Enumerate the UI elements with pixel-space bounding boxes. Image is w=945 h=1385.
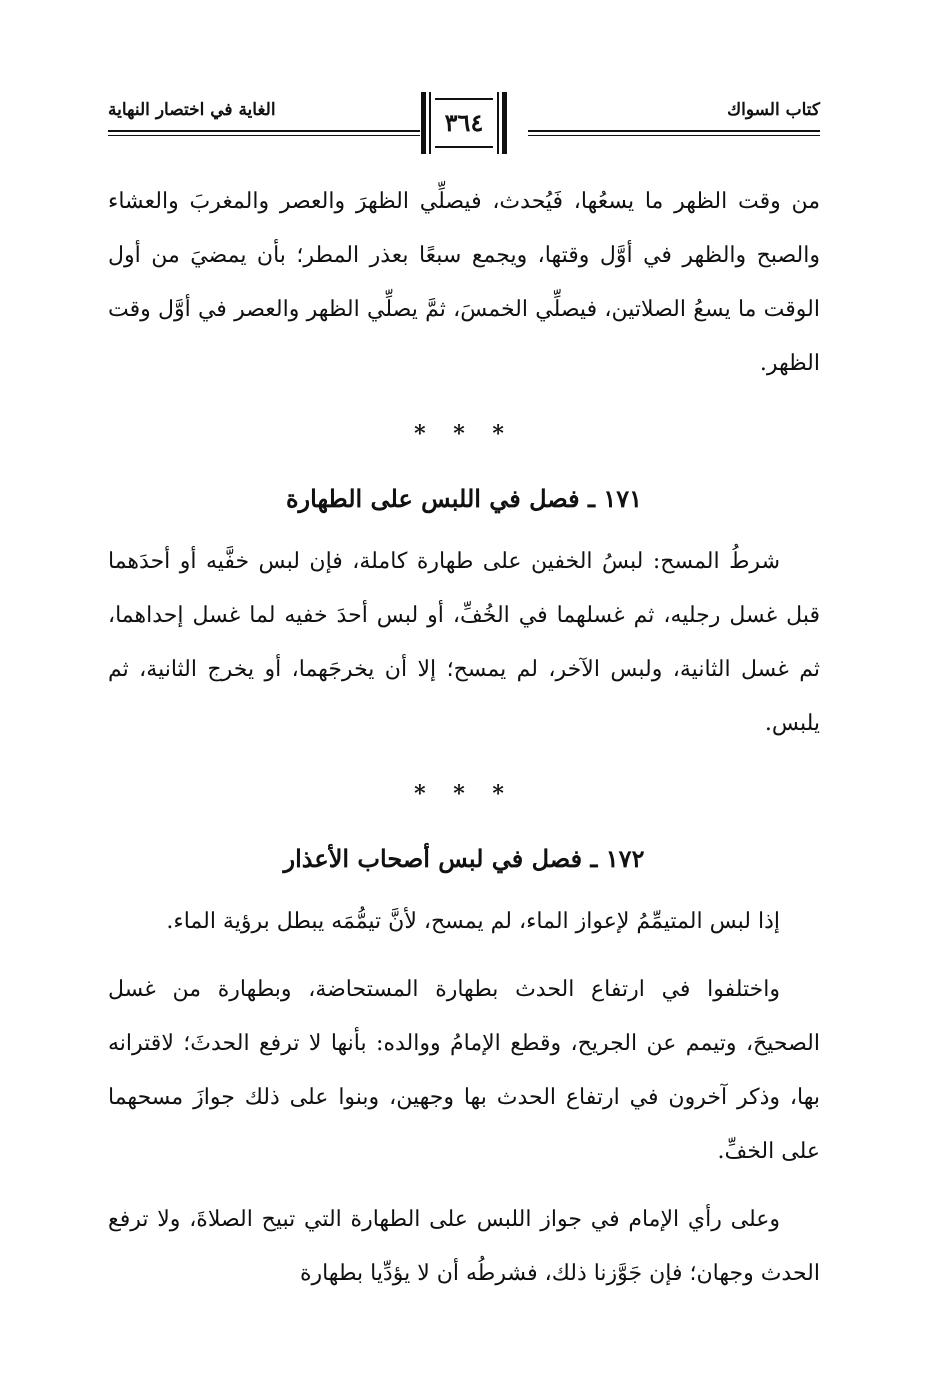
opening-paragraph: من وقت الظهر ما يسعُها، فَيُحدث، فيصلِّي الظهرَ والعصر والمغربَ والعشاء والصبح والظهر في أوَّل وقتها، ويجمع سبعًا بعذر المطر؛ بأن يمضيَ من أول الوقت ما يسعُ الصلاتين، فيصلِّي الخمسَ، ثمَّ يصلِّي الظهر والعصر في أوَّل وقت الظهر. <box>108 189 820 376</box>
frame-bar <box>497 92 499 154</box>
page-number-frame <box>421 92 507 154</box>
section-paragraph: إذا لبس المتيمِّمُ لإعواز الماء، لم يمسح، لأنَّ تيمُّمَه يبطل برؤية الماء. <box>166 909 780 934</box>
section-separator: * * * <box>414 421 514 447</box>
section-paragraph: وعلى رأي الإمام في جواز اللبس على الطهارة التي تبيح الصلاةَ، ولا ترفع الحدث وجهان؛ فإن جَوَّزنا ذلك، فشرطُه أن لا يؤدِّيا بطهارة <box>108 1207 820 1286</box>
section-title-172: ١٧٢ ـ فصل في لبس أصحاب الأعذار <box>283 844 645 873</box>
work-title: الغاية في اختصار النهاية <box>108 100 276 120</box>
frame-bar <box>429 92 431 154</box>
section-paragraph: شرطُ المسح: لبسُ الخفين على طهارة كاملة، فإن لبس خفَّيه أو أحدَهما قبل غسل رجليه، ثم غسلهما في الخُفِّ، أو لبس أحدَ خفيه لما غسل إحداهما، ثم غسل الثانية، ولبس الآخر، لم يمسح؛ إلا أن يخرجَهما، أو يخرج الثانية، ثم يلبس. <box>108 549 820 736</box>
page-content <box>108 175 820 1301</box>
book-title: كتاب السواك <box>727 100 820 120</box>
section-title-171: ١٧١ ـ فصل في اللبس على الطهارة <box>285 484 642 513</box>
section-paragraph: واختلفوا في ارتفاع الحدث بطهارة المستحاضة، وبطهارة من غسل الصحيحَ، وتيمم عن الجريح، وقطع الإمامُ ووالده: بأنها لا ترفع الحدثَ؛ لاقترانه بها، وذكر آخرون في ارتفاع الحدث بها وجهين، وبنوا على ذلك جوازَ مسحهما على الخفِّ. <box>108 977 820 1164</box>
page-number: ٣٦٤ <box>444 108 484 137</box>
page-header <box>108 90 820 160</box>
section-separator: * * * <box>414 781 514 807</box>
header-rule-left <box>108 130 420 132</box>
frame-bar <box>421 92 426 154</box>
header-rule-right <box>528 130 820 132</box>
frame-bar <box>502 92 507 154</box>
